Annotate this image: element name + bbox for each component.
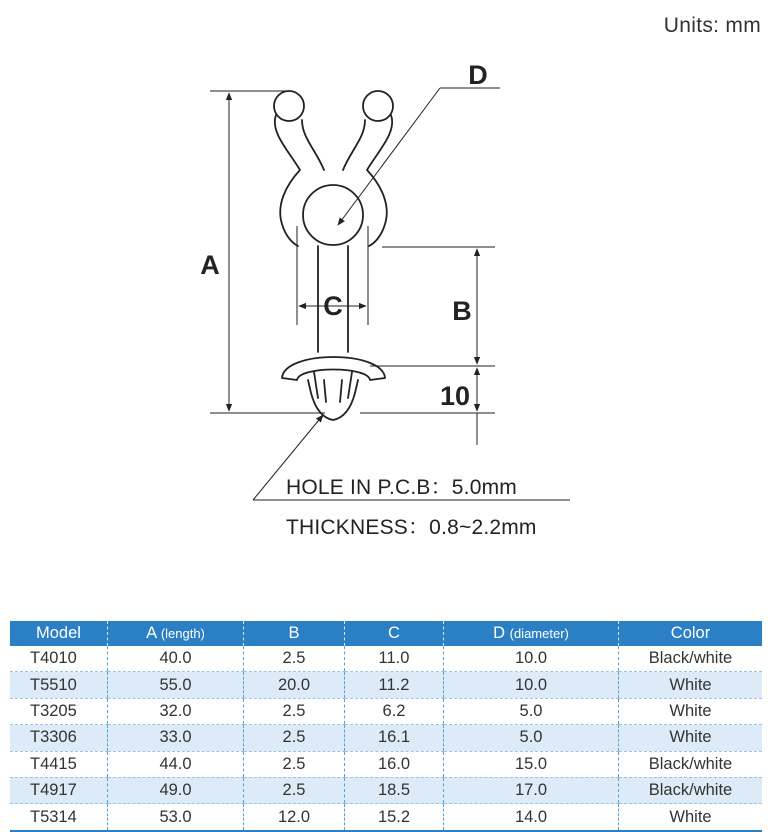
cell-color: Black/white — [619, 646, 763, 672]
cell-d: 5.0 — [444, 698, 619, 724]
header-d-sub: (diameter) — [509, 626, 569, 641]
cell-a: 55.0 — [108, 672, 244, 698]
cell-model: T5510 — [10, 672, 108, 698]
cell-d: 14.0 — [444, 804, 619, 831]
header-b: B — [244, 621, 345, 646]
cell-model: T3205 — [10, 698, 108, 724]
dimension-lines — [210, 88, 570, 500]
cell-c: 16.0 — [345, 751, 444, 777]
header-c: C — [345, 621, 444, 646]
cell-a: 32.0 — [108, 698, 244, 724]
cell-b: 20.0 — [244, 672, 345, 698]
left-arm-inner — [302, 120, 324, 170]
cap — [282, 357, 385, 380]
cell-b: 2.5 — [244, 646, 345, 672]
cell-model: T5314 — [10, 804, 108, 831]
cell-c: 16.1 — [345, 725, 444, 751]
header-d — [444, 621, 619, 646]
table-row — [10, 777, 762, 803]
units-label: Units: mm — [663, 14, 761, 37]
label-b: B — [452, 296, 472, 326]
hole-note: HOLE IN P.C.B：5.0mm — [286, 476, 517, 499]
label-d: D — [468, 60, 488, 90]
table-row — [10, 804, 762, 831]
cell-b: 12.0 — [244, 804, 345, 831]
cell-model: T4917 — [10, 777, 108, 803]
cell-c: 6.2 — [345, 698, 444, 724]
thickness-note: THICKNESS：0.8~2.2mm — [286, 516, 537, 539]
cell-c: 15.2 — [345, 804, 444, 831]
cell-b: 2.5 — [244, 751, 345, 777]
table-row — [10, 698, 762, 724]
label-10: 10 — [439, 381, 471, 411]
cell-a: 33.0 — [108, 725, 244, 751]
header-d-label: D — [493, 624, 506, 642]
cell-a: 49.0 — [108, 777, 244, 803]
dimension-labels — [200, 60, 488, 411]
table-row — [10, 672, 762, 698]
cell-b: 2.5 — [244, 725, 345, 751]
header-a — [108, 621, 244, 646]
cell-color: Black/white — [619, 751, 763, 777]
right-arm-inner — [343, 120, 365, 170]
header-a-label: A — [146, 624, 157, 642]
cell-color: White — [619, 725, 763, 751]
table-row — [10, 646, 762, 672]
cell-a: 40.0 — [108, 646, 244, 672]
cell-d: 5.0 — [444, 725, 619, 751]
cell-d: 10.0 — [444, 646, 619, 672]
cell-c: 11.0 — [345, 646, 444, 672]
cell-d: 10.0 — [444, 672, 619, 698]
left-arm-outer — [275, 115, 300, 246]
cell-model: T3306 — [10, 725, 108, 751]
table-header-row — [10, 621, 762, 646]
table-row — [10, 725, 762, 751]
cell-model: T4010 — [10, 646, 108, 672]
left-ball — [274, 91, 304, 121]
table-row — [10, 751, 762, 777]
right-ball — [363, 91, 393, 121]
cell-color: White — [619, 672, 763, 698]
cell-b: 2.5 — [244, 698, 345, 724]
cell-d: 17.0 — [444, 777, 619, 803]
cell-c: 11.2 — [345, 672, 444, 698]
cell-color: White — [619, 804, 763, 831]
cell-a: 44.0 — [108, 751, 244, 777]
cell-d: 15.0 — [444, 751, 619, 777]
header-model: Model — [10, 621, 108, 646]
cell-a: 53.0 — [108, 804, 244, 831]
cell-color: White — [619, 698, 763, 724]
header-color: Color — [619, 621, 763, 646]
label-a: A — [200, 250, 220, 280]
cable-ring — [303, 185, 363, 245]
cell-c: 18.5 — [345, 777, 444, 803]
cell-b: 2.5 — [244, 777, 345, 803]
spec-table — [10, 621, 762, 832]
header-a-sub: (length) — [160, 626, 205, 641]
label-c: C — [323, 291, 343, 321]
cell-color: Black/white — [619, 777, 763, 803]
clip-outline — [274, 91, 393, 420]
anchor-prongs — [314, 372, 352, 402]
cell-model: T4415 — [10, 751, 108, 777]
